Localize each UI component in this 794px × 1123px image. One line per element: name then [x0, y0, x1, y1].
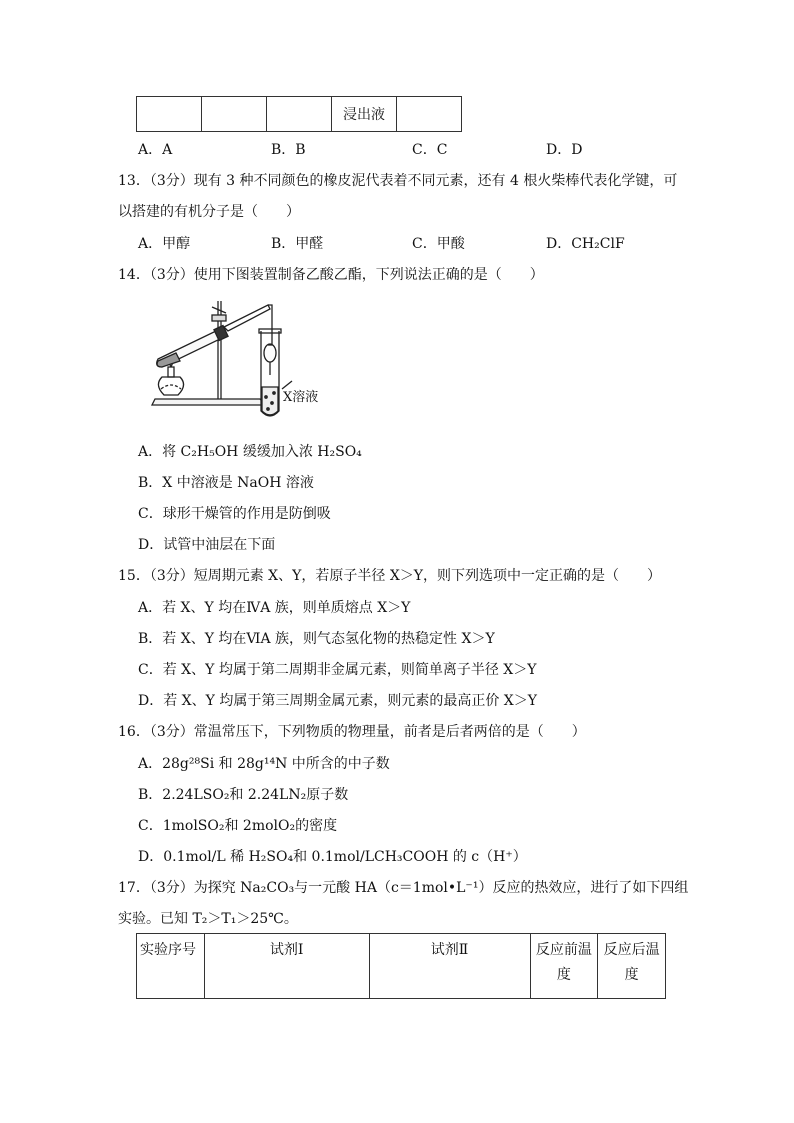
q12-options [138, 139, 698, 159]
apparatus-figure [150, 293, 350, 421]
option-d: D．D [546, 142, 583, 158]
option-a: A．甲醇 [138, 236, 191, 252]
table-header [598, 934, 666, 999]
top-table-cell: 浸出液 [332, 97, 397, 132]
header-line: 度 [624, 967, 639, 983]
top-table-cell [397, 97, 462, 132]
q14-option-c: C．球形干燥管的作用是防倒吸 [138, 506, 331, 522]
esterification-apparatus-icon [150, 293, 350, 421]
q13-stem-line2: 以搭建的有机分子是（ ） [118, 204, 300, 220]
q14-stem: 14．（3分）使用下图装置制备乙酸乙酯，下列说法正确的是（ ） [118, 267, 544, 283]
q17-stem-line2: 实验。已知 T₂＞T₁＞25℃。 [118, 911, 298, 927]
option-c: C．C [412, 142, 448, 158]
q17-stem-line1: 17．（3分）为探究 Na₂CO₃与一元酸 HA（c＝1mol•L⁻¹）反应的热效应，进行了如下四组 [118, 880, 689, 896]
q16-option-a: A．28g²⁸Si 和 28g¹⁴N 中所含的中子数 [138, 756, 390, 772]
q15-stem: 15．（3分）短周期元素 X、Y，若原子半径 X＞Y，则下列选项中一定正确的是（ ） [118, 568, 662, 584]
top-table-cell [267, 97, 332, 132]
q13-stem-line1: 13．（3分）现有 3 种不同颜色的橡皮泥代表着不同元素，还有 4 根火柴棒代表化学键，可 [118, 173, 678, 189]
q15-option-c: C．若 X、Y 均属于第二周期非金属元素，则简单离子半径 X＞Y [138, 662, 537, 678]
q15-option-d: D．若 X、Y 均属于第三周期金属元素，则元素的最高正价 X＞Y [138, 693, 537, 709]
q14-option-b: B．X 中溶液是 NaOH 溶液 [138, 475, 314, 491]
top-table-cell [202, 97, 267, 132]
header-line: 试剂Ⅰ [269, 942, 304, 958]
figure-label: X溶液 [283, 390, 319, 405]
q16-option-c: C．1molSO₂和 2molO₂的密度 [138, 818, 338, 834]
table-header [204, 934, 369, 999]
header-line: 反应前温 [535, 942, 592, 958]
option-b: B．甲醛 [271, 236, 324, 252]
option-c: C．甲酸 [412, 236, 465, 252]
option-d: D．CH₂ClF [546, 236, 625, 252]
q13-options [138, 233, 698, 253]
header-line: 反应后温 [603, 942, 660, 958]
q15-option-a: A．若 X、Y 均在ⅣA 族，则单质熔点 X＞Y [138, 600, 411, 616]
option-b: B．B [271, 142, 306, 158]
q15-option-b: B．若 X、Y 均在ⅥA 族，则气态氢化物的热稳定性 X＞Y [138, 631, 495, 647]
top-table-cell [137, 97, 202, 132]
experiment-table [136, 933, 666, 999]
table-header [369, 934, 530, 999]
q16-option-d: D．0.1mol/L 稀 H₂SO₄和 0.1mol/LCH₃COOH 的 c（H⁺） [138, 849, 527, 865]
q14-option-d: D．试管中油层在下面 [138, 537, 276, 553]
q16-stem: 16．（3分）常温常压下，下列物质的物理量，前者是后者两倍的是（ ） [118, 724, 586, 740]
table-header [137, 934, 205, 999]
header-line: 试剂Ⅱ [430, 942, 469, 958]
header-line: 度 [556, 967, 571, 983]
option-a: A．A [138, 142, 173, 158]
q14-option-a: A．将 C₂H₅OH 缓缓加入浓 H₂SO₄ [138, 444, 362, 460]
q16-option-b: B．2.24LSO₂和 2.24LN₂原子数 [138, 787, 349, 803]
header-line: 实验序号 [140, 942, 196, 958]
top-table [136, 96, 462, 132]
table-header [530, 934, 598, 999]
